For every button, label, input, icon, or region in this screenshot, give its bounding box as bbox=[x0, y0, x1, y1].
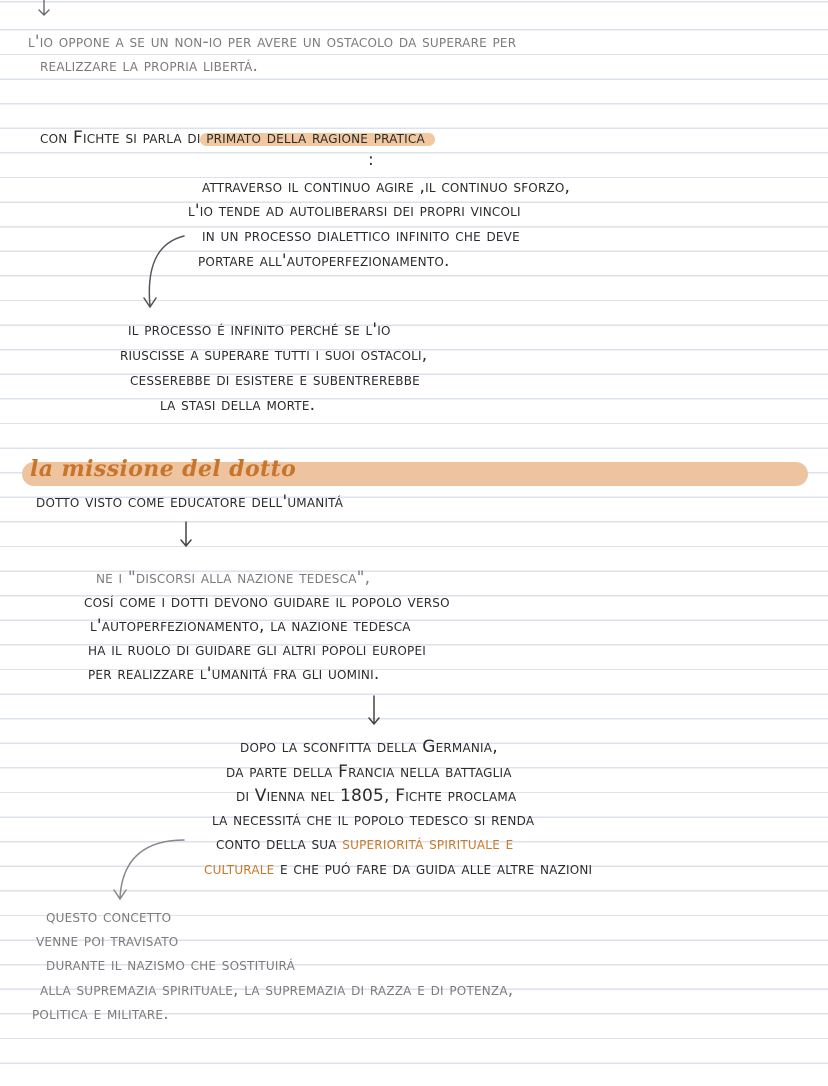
note-line: portare all'autoperfezionamento. bbox=[198, 251, 450, 271]
note-line: in un processo dialettico infinito che deve bbox=[202, 226, 520, 246]
note-text: con Fichte si parla di bbox=[40, 128, 207, 148]
emphasis-text: superioritá spirituale e bbox=[342, 834, 514, 854]
note-line: riuscisse a superare tutti i suoi ostacoli, bbox=[120, 345, 428, 365]
note-line-primato bbox=[40, 126, 425, 150]
section-heading: la missione del dotto bbox=[30, 456, 297, 482]
curved-arrow-icon bbox=[138, 232, 188, 312]
note-text: conto della sua bbox=[216, 834, 343, 854]
note-line: la stasi della morte. bbox=[160, 395, 316, 415]
note-line: questo concetto bbox=[46, 907, 172, 927]
arrow-down-icon bbox=[36, 0, 52, 18]
highlighted-text: primato della ragione pratica bbox=[206, 128, 425, 148]
note-line-culturale bbox=[204, 857, 592, 881]
arrow-down-icon bbox=[366, 694, 382, 728]
emphasis-text: culturale bbox=[204, 859, 275, 879]
note-text: e che puó fare da guida alle altre nazioni bbox=[274, 859, 593, 879]
note-line: durante il nazismo che sostituirá bbox=[46, 955, 296, 975]
note-line: per realizzare l'umanitá fra gli uomini. bbox=[88, 664, 380, 684]
note-line-superiorita bbox=[216, 832, 513, 856]
note-line: venne poi travisato bbox=[36, 931, 179, 951]
note-line: l'io tende ad autoliberarsi dei propri vincoli bbox=[188, 201, 521, 221]
note-line: realizzare la propria libertá. bbox=[40, 56, 259, 76]
note-line: ne i "discorsi alla nazione tedesca", bbox=[96, 568, 371, 588]
note-line: politica e militare. bbox=[32, 1004, 169, 1024]
note-line: cesserebbe di esistere e subentrerebbe bbox=[130, 370, 420, 390]
note-line: ha il ruolo di guidare gli altri popoli europei bbox=[88, 640, 426, 660]
note-line: il processo é infinito perché se l'io bbox=[128, 320, 391, 340]
note-line: alla supremazia spirituale, la supremazia di razza e di potenza, bbox=[40, 980, 514, 1000]
note-line: attraverso il continuo agire ,il continuo sforzo, bbox=[202, 177, 571, 197]
note-line: la necessitá che il popolo tedesco si renda bbox=[212, 810, 535, 830]
curved-arrow-icon bbox=[108, 836, 188, 906]
colon-mark: : bbox=[368, 150, 374, 170]
arrow-down-icon bbox=[178, 520, 194, 550]
note-line: dopo la sconfitta della Germania, bbox=[240, 737, 498, 757]
note-line: di Vienna nel 1805, Fichte proclama bbox=[236, 786, 517, 806]
note-line: l'autoperfezionamento, la nazione tedesca bbox=[90, 616, 411, 636]
note-line: l'io oppone a se un non-io per avere un ostacolo da superare per bbox=[28, 32, 517, 52]
note-line: da parte della Francia nella battaglia bbox=[226, 762, 512, 782]
note-line: cosí come i dotti devono guidare il popolo verso bbox=[84, 592, 450, 612]
section-subtitle: dotto visto come educatore dell'umanitá bbox=[36, 492, 344, 512]
